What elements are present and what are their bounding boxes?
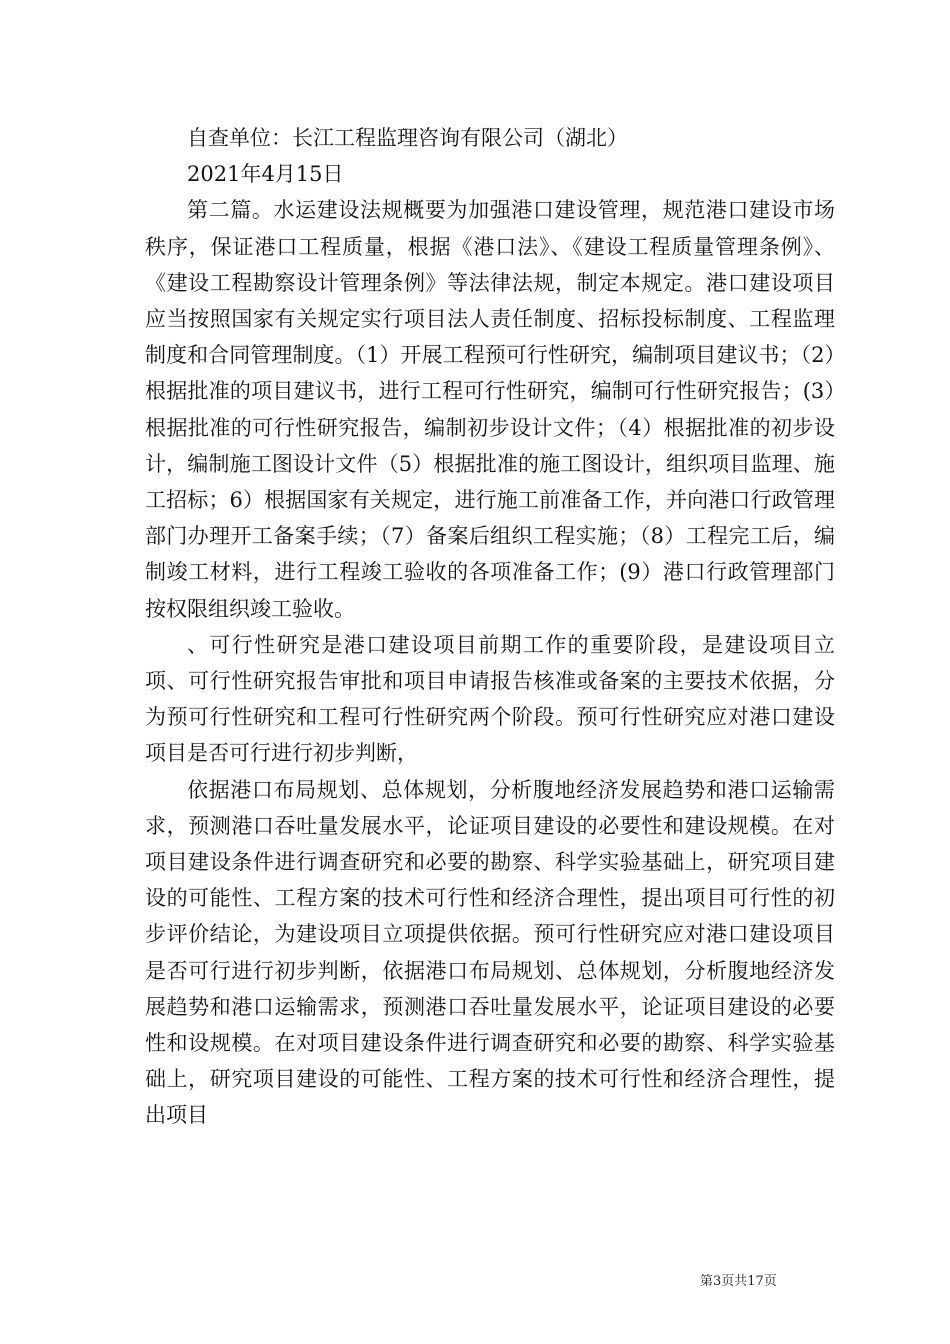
paragraph-port-construction-regulations: 第二篇。水运建设法规概要为加强港口建设管理，规范港口建设市场秩序，保证港口工程质量，根据《港口法》、《建设工程质量管理条例》、《建设工程勘察设计管理条例》等法律法规，制定本规定。港口建设项目应当按照国家有关规定实行项目法人责任制度、招标投标制度、工程监理制度和合同管理制度。（1）开展工程预可行性研究，编制项目建议书；（2）根据批准的项目建议书，进行工程可行性研究，编制可行性研究报告；(3）根据批准的可行性研究报告，编制初步设计文件；（4）根据批准的初步设计，编制施工图设计文件（5）根据批准的施工图设计，组织项目监理、施工招标；6）根据国家有关规定，进行施工前准备工作，并向港口行政管理部门办理开工备案手续；（7）备案后组织工程实施；（8）工程完工后，编制竣工材料，进行工程竣工验收的各项准备工作；(9）港口行政管理部门按权限组织竣工验收。 bbox=[145, 198, 835, 621]
paragraph-feasibility-study: 、可行性研究是港口建设项目前期工作的重要阶段，是建设项目立项、可行性研究报告审批和项目申请报告核准或备案的主要技术依据，分为预可行性研究和工程可行性研究两个阶段。预可行性研究应对港口建设项目是否可行进行初步判断， bbox=[145, 632, 835, 766]
date-line: 2021年4月15日 bbox=[187, 162, 344, 187]
document-body bbox=[145, 120, 835, 1134]
paragraph-pre-feasibility-basis: 依据港口布局规划、总体规划，分析腹地经济发展趋势和港口运输需求，预测港口吞吐量发展水平，论证项目建设的必要性和建设规模。在对项目建设条件进行调查研究和必要的勘察、科学实验基础上，研究项目建设的可能性、工程方案的技术可行性和经济合理性，提出项目可行性的初步评价结论，为建设项目立项提供依据。预可行性研究应对港口建设项目是否可行进行初步判断，依据港口布局规划、总体规划，分析腹地经济发展趋势和港口运输需求，预测港口吞吐量发展水平，论证项目建设的必要性和设规模。在对项目建设条件进行调查研究和必要的勘察、科学实验基础上，研究项目建设的可能性、工程方案的技术可行性和经济合理性，提出项目 bbox=[145, 777, 835, 1128]
page-number-footer: 第3页共17页 bbox=[700, 1274, 777, 1289]
inspection-unit-line: 自查单位：长江工程监理咨询有限公司（湖北） bbox=[187, 126, 628, 150]
